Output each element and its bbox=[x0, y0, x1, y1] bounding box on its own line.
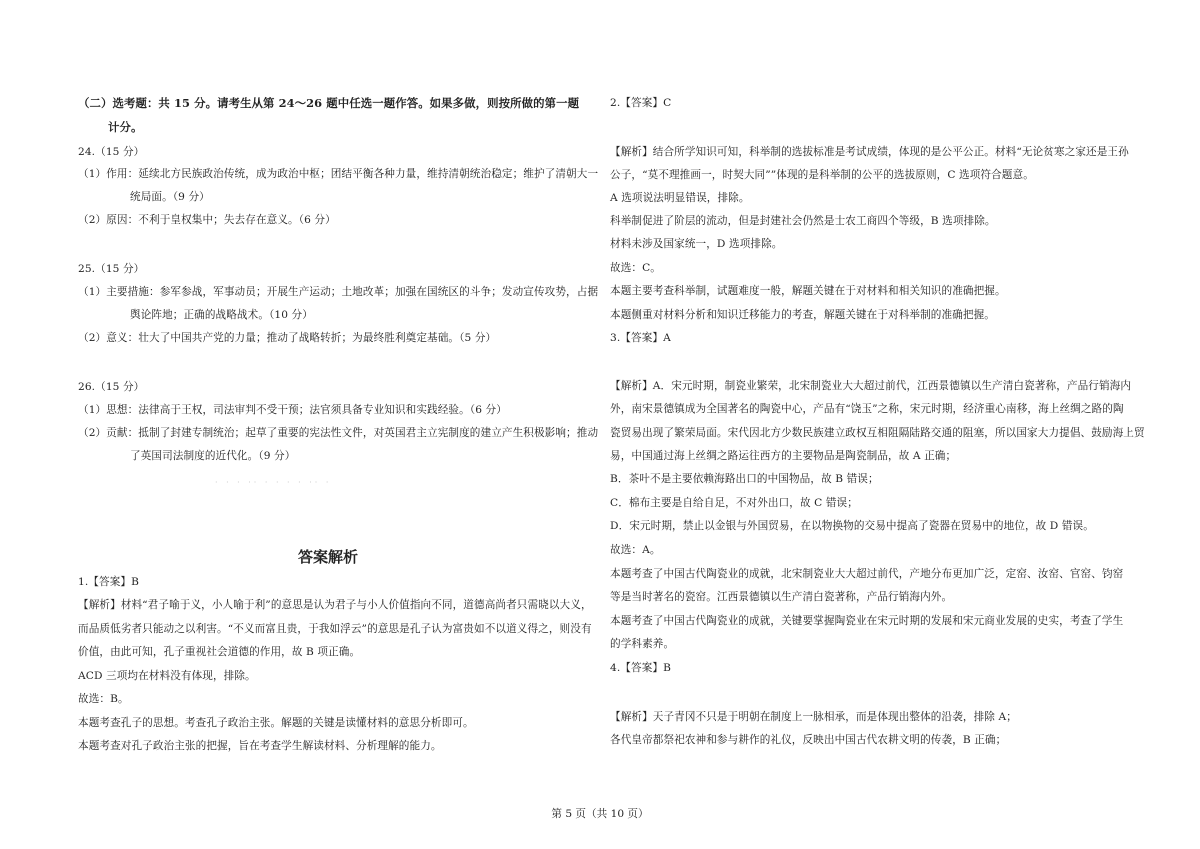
answer-1-line-3: 价值，由此可知，孔子重视社会道德的作用，故 B 项正确。 bbox=[78, 646, 361, 658]
answer-1-line-1: 【解析】材料“君子喻于义，小人喻于利”的意思是认为君子与小人价值指向不同，道德高尚者只需晓以大义， bbox=[78, 599, 592, 611]
answer-2-line-1: 【解析】结合所学知识可知，科举制的选拔标准是考试成绩，体现的是公平公正。材料“无论贫寒之家还是王孙 bbox=[610, 146, 1129, 158]
answer-3-line-1: 【解析】A．宋元时期，制瓷业繁荣，北宋制瓷业大大超过前代，江西景德镇以生产清白瓷著称，产品行销海内 bbox=[610, 380, 1132, 392]
answer-1-line-6: 本题考查孔子的思想。考查孔子政治主张。解题的关键是读懂材料的意思分析即可。 bbox=[78, 717, 474, 729]
q25-answer-1-cont: 舆论阵地；正确的战略战术。（10 分） bbox=[130, 309, 313, 321]
answer-4-heading: 4.【答案】B bbox=[610, 662, 671, 674]
answer-4-line-2: 各代皇帝都祭祀农神和参与耕作的礼仪，反映出中国古代农耕文明的传袭，B 正确； bbox=[610, 734, 1007, 746]
q24-answer-2: （2）原因：不利于皇权集中；失去存在意义。（6 分） bbox=[78, 214, 336, 226]
answer-3-line-11: 本题考查了中国古代陶瓷业的成就，关键要掌握陶瓷业在宋元时期的发展和宋元商业发展的史实，考查了学生 bbox=[610, 615, 1124, 627]
q24-answer-1: （1）作用：延续北方民族政治传统，成为政治中枢；团结平衡各种力量，维持清朝统治稳定；维护了清朝大一 bbox=[78, 168, 599, 180]
q25-answer-2: （2）意义：壮大了中国共产党的力量；推动了战略转折；为最终胜利奠定基础。（5 分） bbox=[78, 332, 497, 344]
answer-3-line-6: C．棉布主要是自给自足，不对外出口，故 C 错误； bbox=[610, 497, 858, 509]
answer-3-line-3: 瓷贸易出现了繁荣局面。宋代因北方少数民族建立政权互相阻隔陆路交通的阻塞，所以国家大力提倡、鼓励海上贸 bbox=[610, 427, 1145, 439]
answer-1-line-4: ACD 三项均在材料没有体现，排除。 bbox=[78, 670, 256, 682]
answer-1-line-2: 而品质低劣者只能动之以利害。“不义而富且贵，于我如浮云”的意思是孔子认为富贵如不以道义得之，则没有 bbox=[78, 623, 592, 635]
answer-2-heading: 2.【答案】C bbox=[610, 97, 672, 109]
q25-heading: 25.（15 分） bbox=[78, 263, 145, 275]
q26-answer-1: （1）思想：法律高于王权，司法审判不受干预；法官须具备专业知识和实践经验。（6 分） bbox=[78, 404, 507, 416]
answer-analysis-heading: 答案解析 bbox=[297, 548, 358, 566]
answer-1-line-5: 故选：B。 bbox=[78, 693, 129, 705]
section-heading-line2: 计分。 bbox=[108, 120, 143, 134]
answer-2-line-5: 材料未涉及国家统一，D 选项排除。 bbox=[610, 238, 783, 250]
q26-answer-2-cont: 了英国司法制度的近代化。（9 分） bbox=[130, 450, 296, 462]
faint-dot-row: · · · ·· · · · · ·· · bbox=[215, 478, 332, 487]
answer-2-line-6: 故选：C。 bbox=[610, 262, 661, 274]
q26-heading: 26.（15 分） bbox=[78, 381, 145, 393]
answer-2-line-8: 本题侧重对材料分析和知识迁移能力的考查，解题关键在于对科举制的准确把握。 bbox=[610, 309, 995, 321]
q25-answer-1: （1）主要措施：参军参战，军事动员；开展生产运动；土地改革；加强在国统区的斗争；发动宣传攻势，占据 bbox=[78, 286, 599, 298]
q24-answer-1-cont: 统局面。（9 分） bbox=[130, 191, 210, 203]
answer-3-line-4: 易，中国通过海上丝绸之路运往西方的主要物品是陶瓷制品，故 A 正确； bbox=[610, 450, 957, 462]
answer-2-line-7: 本题主要考查科举制，试题难度一般，解题关键在于对材料和相关知识的准确把握。 bbox=[610, 285, 1006, 297]
answer-2-line-2: 公子，“莫不理推画一，时契大同””体现的是科举制的公平的选拔原则，C 选项符合题意。 bbox=[610, 169, 1034, 181]
answer-3-line-2: 外，南宋景德镇成为全国著名的陶瓷中心，产品有“饶玉”之称，宋元时期，经济重心南移，海上丝绸之路的陶 bbox=[610, 403, 1124, 415]
answer-3-line-7: D．宋元时期，禁止以金银与外国贸易，在以物换物的交易中提高了瓷器在贸易中的地位，故 D 错误。 bbox=[610, 520, 1094, 532]
answer-2-line-3: A 选项说法明显错误，排除。 bbox=[610, 192, 750, 204]
answer-1-heading: 1.【答案】B bbox=[78, 576, 139, 588]
answer-3-heading: 3.【答案】A bbox=[610, 332, 671, 344]
q24-heading: 24.（15 分） bbox=[78, 146, 145, 158]
q26-answer-2: （2）贡献：抵制了封建专制统治；起草了重要的宪法性文件，对英国君主立宪制度的建立产生积极影响；推动 bbox=[78, 427, 599, 439]
answer-3-line-8: 故选：A。 bbox=[610, 544, 661, 556]
answer-4-line-1: 【解析】天子青冈不只是于明朝在制度上一脉相承，而是体现出整体的沿袭，排除 A； bbox=[610, 711, 1017, 723]
answer-3-line-5: B．茶叶不是主要依赖海路出口的中国物品，故 B 错误； bbox=[610, 473, 879, 485]
answer-2-line-4: 科举制促进了阶层的流动，但是封建社会仍然是士农工商四个等级，B 选项排除。 bbox=[610, 215, 996, 227]
answer-3-line-10: 等是当时著名的瓷窑。江西景德镇以生产清白瓷著称，产品行销海内外。 bbox=[610, 591, 953, 603]
answer-3-line-9: 本题考查了中国古代陶瓷业的成就，北宋制瓷业大大超过前代，产地分布更加广泛，定窑、汝窑、官窑、钧窑 bbox=[610, 568, 1124, 580]
section-heading-line1: （二）选考题：共 15 分。请考生从第 24～26 题中任选一题作答。如果多做，则按所做的第一题 bbox=[78, 96, 580, 110]
answer-3-line-12: 的学科素养。 bbox=[610, 638, 675, 650]
answer-1-line-7: 本题考查对孔子政治主张的把握，旨在考查学生解读材料、分析理解的能力。 bbox=[78, 740, 442, 752]
page-footer: 第 5 页（共 10 页） bbox=[551, 808, 649, 820]
